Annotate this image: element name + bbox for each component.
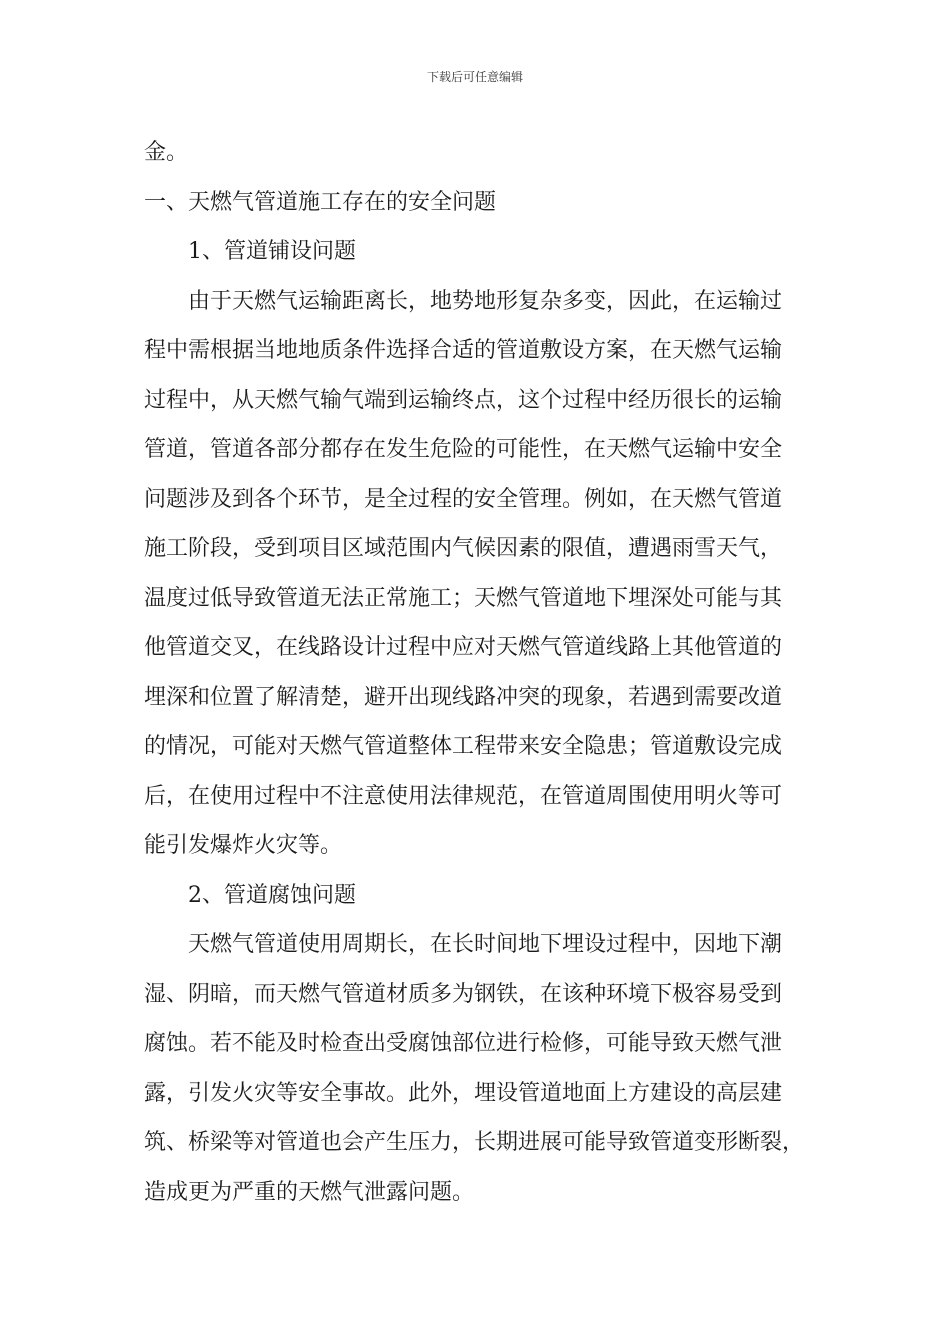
text-line: 腐蚀。若不能及时检查出受腐蚀部位进行检修，可能导致天燃气泄 xyxy=(144,1031,783,1056)
text-line: 施工阶段，受到项目区域范围内气候因素的限值，遭遇雨雪天气， xyxy=(144,536,783,561)
text-line: 问题涉及到各个环节，是全过程的安全管理。例如，在天燃气管道 xyxy=(144,486,783,512)
document-body xyxy=(144,128,808,1217)
text-line: 能引发爆炸火灾等。 xyxy=(144,833,343,858)
text-line: 露，引发火灾等安全事故。此外，埋设管道地面上方建设的高层建 xyxy=(144,1080,783,1106)
text-line: 天燃气管道使用周期长，在长时间地下埋设过程中，因地下潮 xyxy=(188,932,783,957)
text-line: 的情况，可能对天燃气管道整体工程带来安全隐患；管道敷设完成 xyxy=(144,734,783,759)
text-line: 湿、阴暗，而天燃气管道材质多为钢铁，在该种环境下极容易受到 xyxy=(144,981,783,1007)
text-line: 一、天燃气管道施工存在的安全问题 xyxy=(144,189,497,215)
text-line: 筑、桥梁等对管道也会产生压力，长期进展可能导致管道变形断裂， xyxy=(144,1130,805,1155)
text-line: 他管道交叉，在线路设计过程中应对天燃气管道线路上其他管道的 xyxy=(144,635,783,660)
text-line: 温度过低导致管道无法正常施工；天燃气管道地下埋深处可能与其 xyxy=(144,585,783,611)
text-line: 造成更为严重的天燃气泄露问题。 xyxy=(144,1179,475,1205)
text-line: 后，在使用过程中不注意使用法律规范，在管道周围使用明火等可 xyxy=(144,783,783,809)
text-line: 1、管道铺设问题 xyxy=(188,239,356,264)
text-line: 埋深和位置了解清楚，避开出现线路冲突的现象，若遇到需要改道 xyxy=(144,684,783,710)
text-line: 管道，管道各部分都存在发生危险的可能性，在天燃气运输中安全 xyxy=(144,437,783,462)
text-line: 2、管道腐蚀问题 xyxy=(188,882,356,908)
text-line: 由于天燃气运输距离长，地势地形复杂多变，因此，在运输过 xyxy=(188,288,783,314)
header-note: 下载后可任意编辑 xyxy=(426,70,523,84)
text-line: 金。 xyxy=(144,140,189,165)
text-line: 过程中，从天燃气输气端到运输终点，这个过程中经历很长的运输 xyxy=(144,387,783,413)
text-line: 程中需根据当地地质条件选择合适的管道敷设方案，在天燃气运输 xyxy=(144,338,783,363)
